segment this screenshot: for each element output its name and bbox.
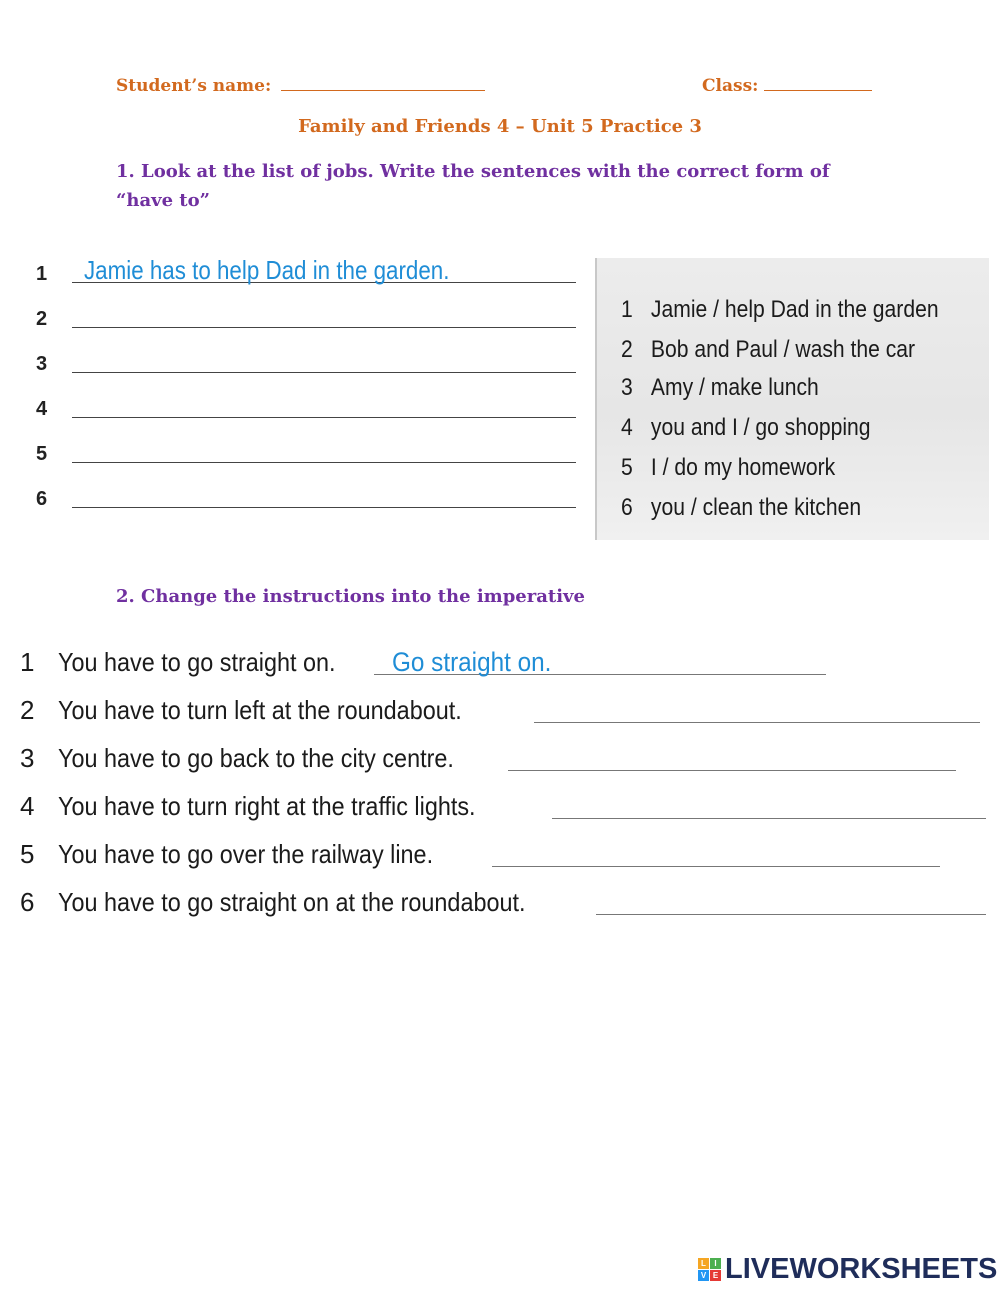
student-name-blank[interactable] [281,76,485,91]
job-text: you / clean the kitchen [650,494,862,521]
instruction-text: You have to go back to the city centre. [58,743,454,773]
answer-line [596,914,986,915]
exercise1-row-2 [36,301,576,331]
answer-line [72,327,576,328]
job-item [621,494,861,522]
job-text: you and I / go shopping [650,414,871,441]
row-number: 1 [20,647,35,677]
student-name-label: Student’s name: [116,76,272,96]
row-number: 3 [36,353,48,375]
exercise2-instruction: 2. Change the instructions into the imperative [116,586,585,607]
instruction-text: You have to turn right at the traffic lights. [58,791,476,821]
worksheet-title: Family and Friends 4 – Unit 5 Practice 3 [298,116,702,137]
exercise2-row-3 [20,738,956,774]
row-number: 6 [36,488,48,510]
class-blank[interactable] [764,76,872,91]
row-number: 6 [20,887,35,917]
job-item [621,454,835,482]
job-item [621,336,915,364]
answer-input[interactable]: Jamie has to help Dad in the garden. [84,255,450,285]
job-item [621,414,871,442]
answer-input[interactable]: Go straight on. [392,647,552,677]
row-number: 5 [36,443,48,465]
logo-tile: V [698,1270,709,1281]
liveworksheets-logo-text: LIVEWORKSHEETS [725,1253,998,1285]
job-number: 1 [621,296,633,323]
job-text: Bob and Paul / wash the car [650,336,916,363]
answer-line [534,722,980,723]
answer-line [508,770,956,771]
job-number: 2 [621,336,633,363]
row-number: 4 [36,398,48,420]
job-number: 3 [621,374,633,401]
job-text: Amy / make lunch [650,374,819,401]
exercise1-instruction: 1. Look at the list of jobs. Write the sentences with the correct form of “have to” [116,161,830,211]
logo-tile: E [710,1270,721,1281]
exercise1-row-6 [36,481,576,511]
job-item [621,374,819,402]
exercise2-row-1 [20,642,826,678]
jobs-list-box [595,258,989,540]
row-number: 4 [20,791,35,821]
job-text: Jamie / help Dad in the garden [650,296,939,323]
answer-line [72,372,576,373]
logo-tile: I [710,1258,721,1269]
answer-line [72,462,576,463]
exercise2-row-5 [20,834,940,870]
student-name-field [116,76,485,96]
logo-tile: L [698,1258,709,1269]
instruction-text: You have to turn left at the roundabout. [58,695,462,725]
row-number: 5 [20,839,35,869]
row-number: 1 [36,263,48,285]
exercise1-row-1 [36,256,576,286]
exercise2-row-6 [20,882,986,918]
job-number: 5 [621,454,633,481]
instruction-text: You have to go straight on. [58,647,336,677]
answer-line [552,818,986,819]
instruction-text: You have to go over the railway line. [58,839,434,869]
exercise2-row-4 [20,786,986,822]
exercise2-row-2 [20,690,980,726]
exercise1-row-4 [36,391,576,421]
answer-line [72,507,576,508]
instruction-text: You have to go straight on at the roundabout. [58,887,526,917]
job-item [621,296,939,324]
job-text: I / do my homework [650,454,836,481]
answer-line [72,417,576,418]
row-number: 3 [20,743,35,773]
job-number: 6 [621,494,633,521]
row-number: 2 [20,695,35,725]
exercise1-row-3 [36,346,576,376]
class-field [702,76,872,96]
row-number: 2 [36,308,48,330]
exercise1-row-5 [36,436,576,466]
class-label: Class: [702,76,759,96]
job-number: 4 [621,414,633,441]
liveworksheets-logo-icon [698,1258,722,1282]
answer-line [492,866,940,867]
